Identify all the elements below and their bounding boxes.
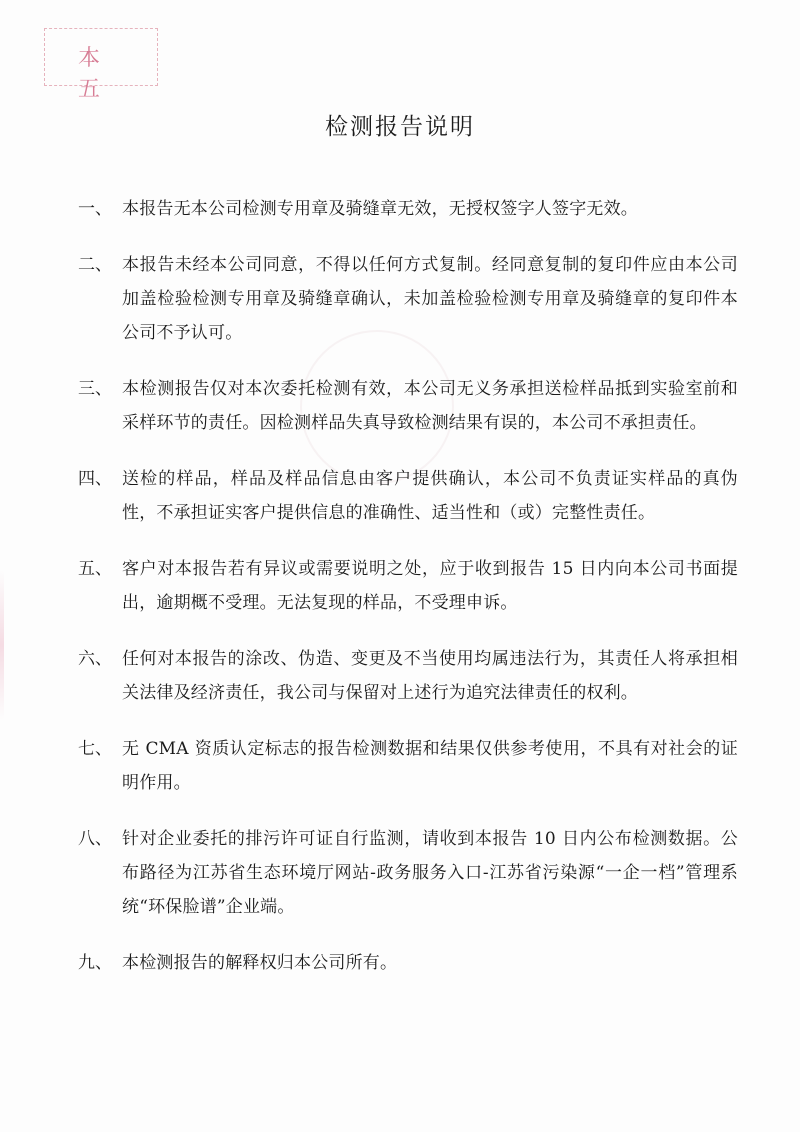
corner-stamp xyxy=(44,28,158,102)
clause-text: 客户对本报告若有异议或需要说明之处，应于收到报告 15 日内向本公司书面提出，逾期概不受理。无法复现的样品，不受理申诉。 xyxy=(122,559,738,613)
clause-text: 送检的样品，样品及样品信息由客户提供确认，本公司不负责证实样品的真伪性，不承担证实客户提供信息的准确性、适当性和（或）完整性责任。 xyxy=(122,469,738,523)
clause-text: 本检测报告仅对本次委托检测有效，本公司无义务承担送检样品抵到实验室前和采样环节的责任。因检测样品失真导致检测结果有误的，本公司不承担责任。 xyxy=(122,379,738,433)
clause-number: 八、 xyxy=(78,829,112,849)
clause-text: 本报告无本公司检测专用章及骑缝章无效，无授权签字人签字无效。 xyxy=(122,199,638,219)
clause-item xyxy=(78,372,738,440)
clause-number: 九、 xyxy=(78,953,112,973)
edge-seal-mark xyxy=(0,570,4,720)
clause-number: 五、 xyxy=(78,559,112,579)
clause-item xyxy=(78,248,738,350)
clause-item xyxy=(78,732,738,800)
clause-number: 一、 xyxy=(78,199,112,219)
clause-text: 本检测报告的解释权归本公司所有。 xyxy=(122,953,398,973)
clause-item xyxy=(78,642,738,710)
clause-text: 本报告未经本公司同意，不得以任何方式复制。经同意复制的复印件应由本公司加盖检验检测专用章及骑缝章确认，未加盖检验检测专用章及骑缝章的复印件本公司不予认可。 xyxy=(122,255,738,343)
clause-text: 无 CMA 资质认定标志的报告检测数据和结果仅供参考使用，不具有对社会的证明作用。 xyxy=(122,739,738,793)
clause-text: 针对企业委托的排污许可证自行监测，请收到本报告 10 日内公布检测数据。公布路径为江苏省生态环境厅网站-政务服务入口-江苏省污染源“一企一档”管理系统“环保脸谱”企业端。 xyxy=(122,829,738,917)
clause-item xyxy=(78,946,738,980)
page-title: 检测报告说明 xyxy=(325,114,475,140)
corner-stamp-text: 本 五 xyxy=(77,46,124,102)
clause-item xyxy=(78,462,738,530)
clause-text: 任何对本报告的涂改、伪造、变更及不当使用均属违法行为，其责任人将承担相关法律及经济责任，我公司与保留对上述行为追究法律责任的权利。 xyxy=(122,649,738,703)
clause-number: 四、 xyxy=(78,469,112,489)
clause-item xyxy=(78,552,738,620)
clause-number: 七、 xyxy=(78,739,112,759)
clause-item xyxy=(78,192,738,226)
clause-item xyxy=(78,822,738,924)
clause-number: 六、 xyxy=(78,649,112,669)
clause-number: 三、 xyxy=(78,379,112,399)
clause-number: 二、 xyxy=(78,255,112,275)
clause-list xyxy=(78,192,738,1002)
